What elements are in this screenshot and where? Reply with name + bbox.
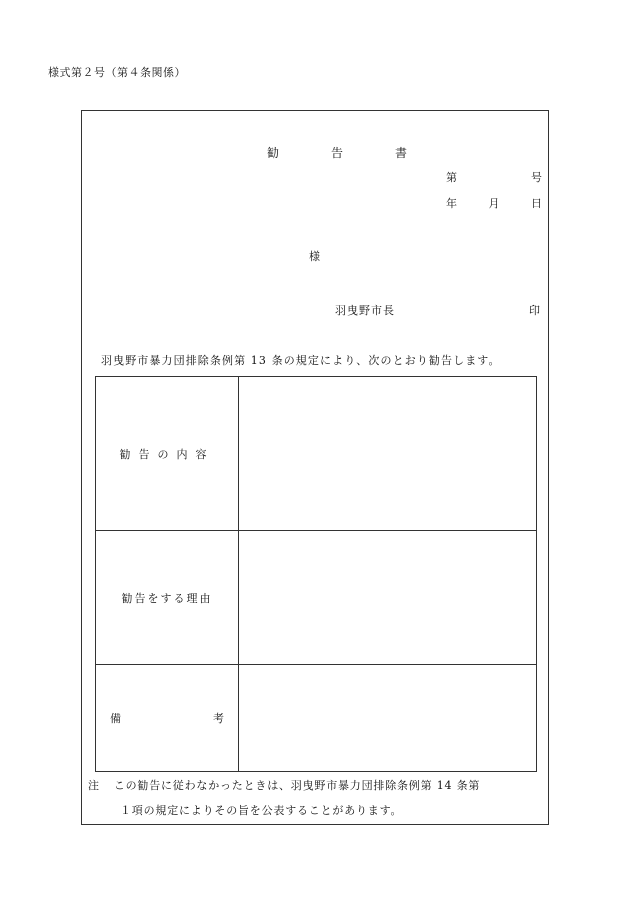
form-number-label: 様式第２号（第４条関係） bbox=[48, 66, 186, 79]
note-text-1: この勧告に従わなかったときは、羽曳野市暴力団排除条例第 14 条第 bbox=[113, 779, 481, 792]
date-year: 年 bbox=[446, 197, 457, 210]
remarks-label-right: 考 bbox=[213, 712, 224, 725]
remarks-label-left: 備 bbox=[110, 712, 121, 725]
table-row-content bbox=[96, 377, 537, 531]
reason-field[interactable] bbox=[239, 531, 537, 665]
content-label: 勧告の内容 bbox=[96, 377, 239, 531]
remarks-label bbox=[96, 665, 239, 772]
issuer-name: 羽曳野市長 bbox=[335, 304, 395, 317]
note-marker: 注 bbox=[88, 779, 100, 792]
date-day: 日 bbox=[531, 197, 542, 210]
number-suffix: 号 bbox=[531, 171, 542, 184]
addressee-honorific: 様 bbox=[309, 250, 320, 263]
seal-mark: 印 bbox=[529, 304, 540, 317]
document-title: 勧 告 書 bbox=[267, 146, 428, 160]
table-row-reason bbox=[96, 531, 537, 665]
table-row-remarks bbox=[96, 665, 537, 772]
body-sentence: 羽曳野市暴力団排除条例第 13 条の規定により、次のとおり勧告します。 bbox=[101, 354, 501, 367]
document-number-line bbox=[446, 172, 542, 183]
number-prefix: 第 bbox=[446, 171, 457, 184]
date-month: 月 bbox=[488, 197, 500, 210]
document-date-line bbox=[446, 198, 542, 209]
note-line-1 bbox=[88, 780, 480, 791]
recommendation-table bbox=[95, 376, 537, 772]
content-field[interactable] bbox=[239, 377, 537, 531]
reason-label: 勧告をする理由 bbox=[96, 531, 239, 665]
note-line-2: １項の規定によりその旨を公表することがあります。 bbox=[120, 804, 403, 817]
remarks-field[interactable] bbox=[239, 665, 537, 772]
